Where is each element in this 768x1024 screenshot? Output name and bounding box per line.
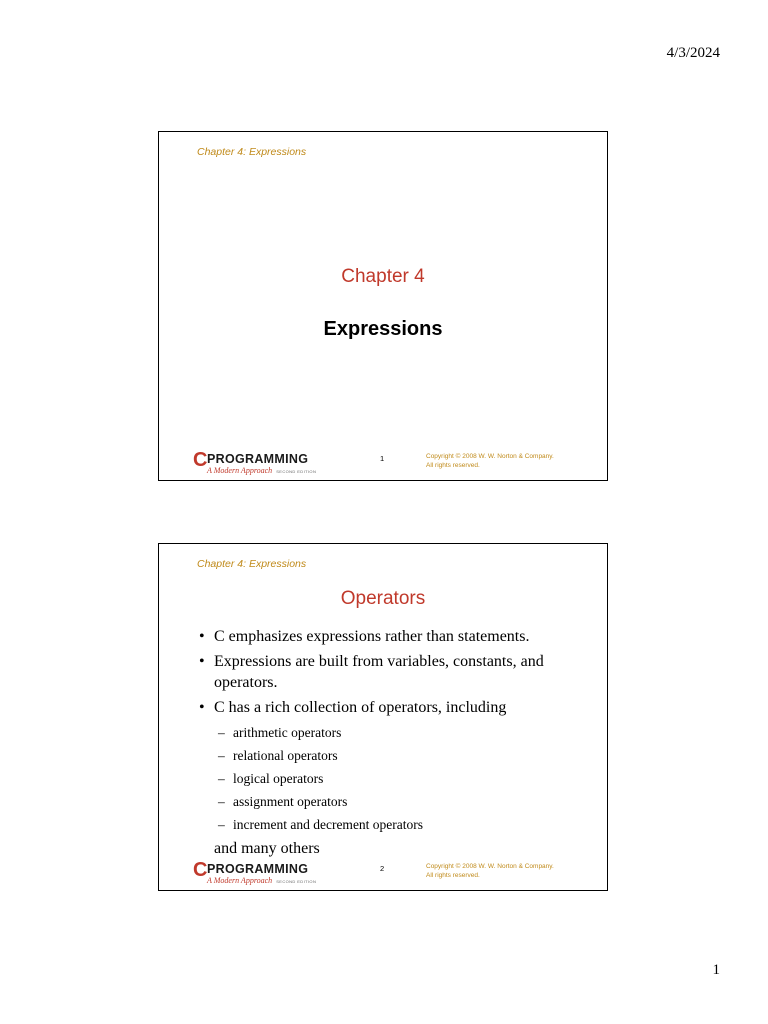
sub-item: – logical operators bbox=[197, 767, 597, 790]
copyright-notice bbox=[426, 452, 596, 470]
slide-title: Expressions bbox=[323, 318, 443, 340]
bullet-item: • C has a rich collection of operators, including bbox=[197, 697, 597, 718]
slide-footer bbox=[159, 450, 607, 480]
copyright-notice bbox=[426, 862, 596, 880]
logo-wordmark: PROGRAMMING bbox=[207, 862, 309, 876]
bullet-list bbox=[197, 626, 597, 859]
logo-subtitle: A Modern Approach SECOND EDITION bbox=[207, 876, 317, 885]
slide-number: 2 bbox=[380, 864, 385, 873]
slide-1 bbox=[158, 131, 608, 481]
operator-sub-list bbox=[197, 721, 597, 836]
closing-text: and many others bbox=[214, 840, 320, 857]
sub-item: – increment and decrement operators bbox=[197, 813, 597, 836]
logo-edition: SECOND EDITION bbox=[276, 469, 317, 474]
logo-c-letter: C bbox=[193, 449, 207, 471]
copyright-line-2: All rights reserved. bbox=[426, 462, 480, 469]
slide-2 bbox=[158, 543, 608, 891]
logo-wordmark: PROGRAMMING bbox=[207, 452, 309, 466]
sub-item: – arithmetic operators bbox=[197, 721, 597, 744]
bullet-item: • Expressions are built from variables, constants, and operators. bbox=[197, 651, 597, 693]
copyright-line-2: All rights reserved. bbox=[426, 872, 480, 879]
bullet-item: • C emphasizes expressions rather than statements. bbox=[197, 626, 597, 647]
page-date: 4/3/2024 bbox=[666, 45, 720, 61]
logo-subtitle: A Modern Approach SECOND EDITION bbox=[207, 466, 317, 475]
slide-number: 1 bbox=[380, 454, 385, 463]
c-programming-logo bbox=[193, 449, 333, 476]
sub-item: – assignment operators bbox=[197, 790, 597, 813]
copyright-line-1: Copyright © 2008 W. W. Norton & Company. bbox=[426, 863, 554, 870]
slide-footer bbox=[159, 860, 607, 890]
logo-c-letter: C bbox=[193, 859, 207, 881]
chapter-header: Chapter 4: Expressions bbox=[197, 558, 307, 570]
logo-edition: SECOND EDITION bbox=[276, 879, 317, 884]
page-number: 1 bbox=[712, 962, 720, 978]
sub-item: – relational operators bbox=[197, 744, 597, 767]
chapter-header: Chapter 4: Expressions bbox=[197, 146, 307, 158]
c-programming-logo bbox=[193, 859, 333, 886]
chapter-label: Chapter 4 bbox=[341, 266, 425, 287]
copyright-line-1: Copyright © 2008 W. W. Norton & Company. bbox=[426, 453, 554, 460]
slide-heading: Operators bbox=[340, 588, 426, 609]
